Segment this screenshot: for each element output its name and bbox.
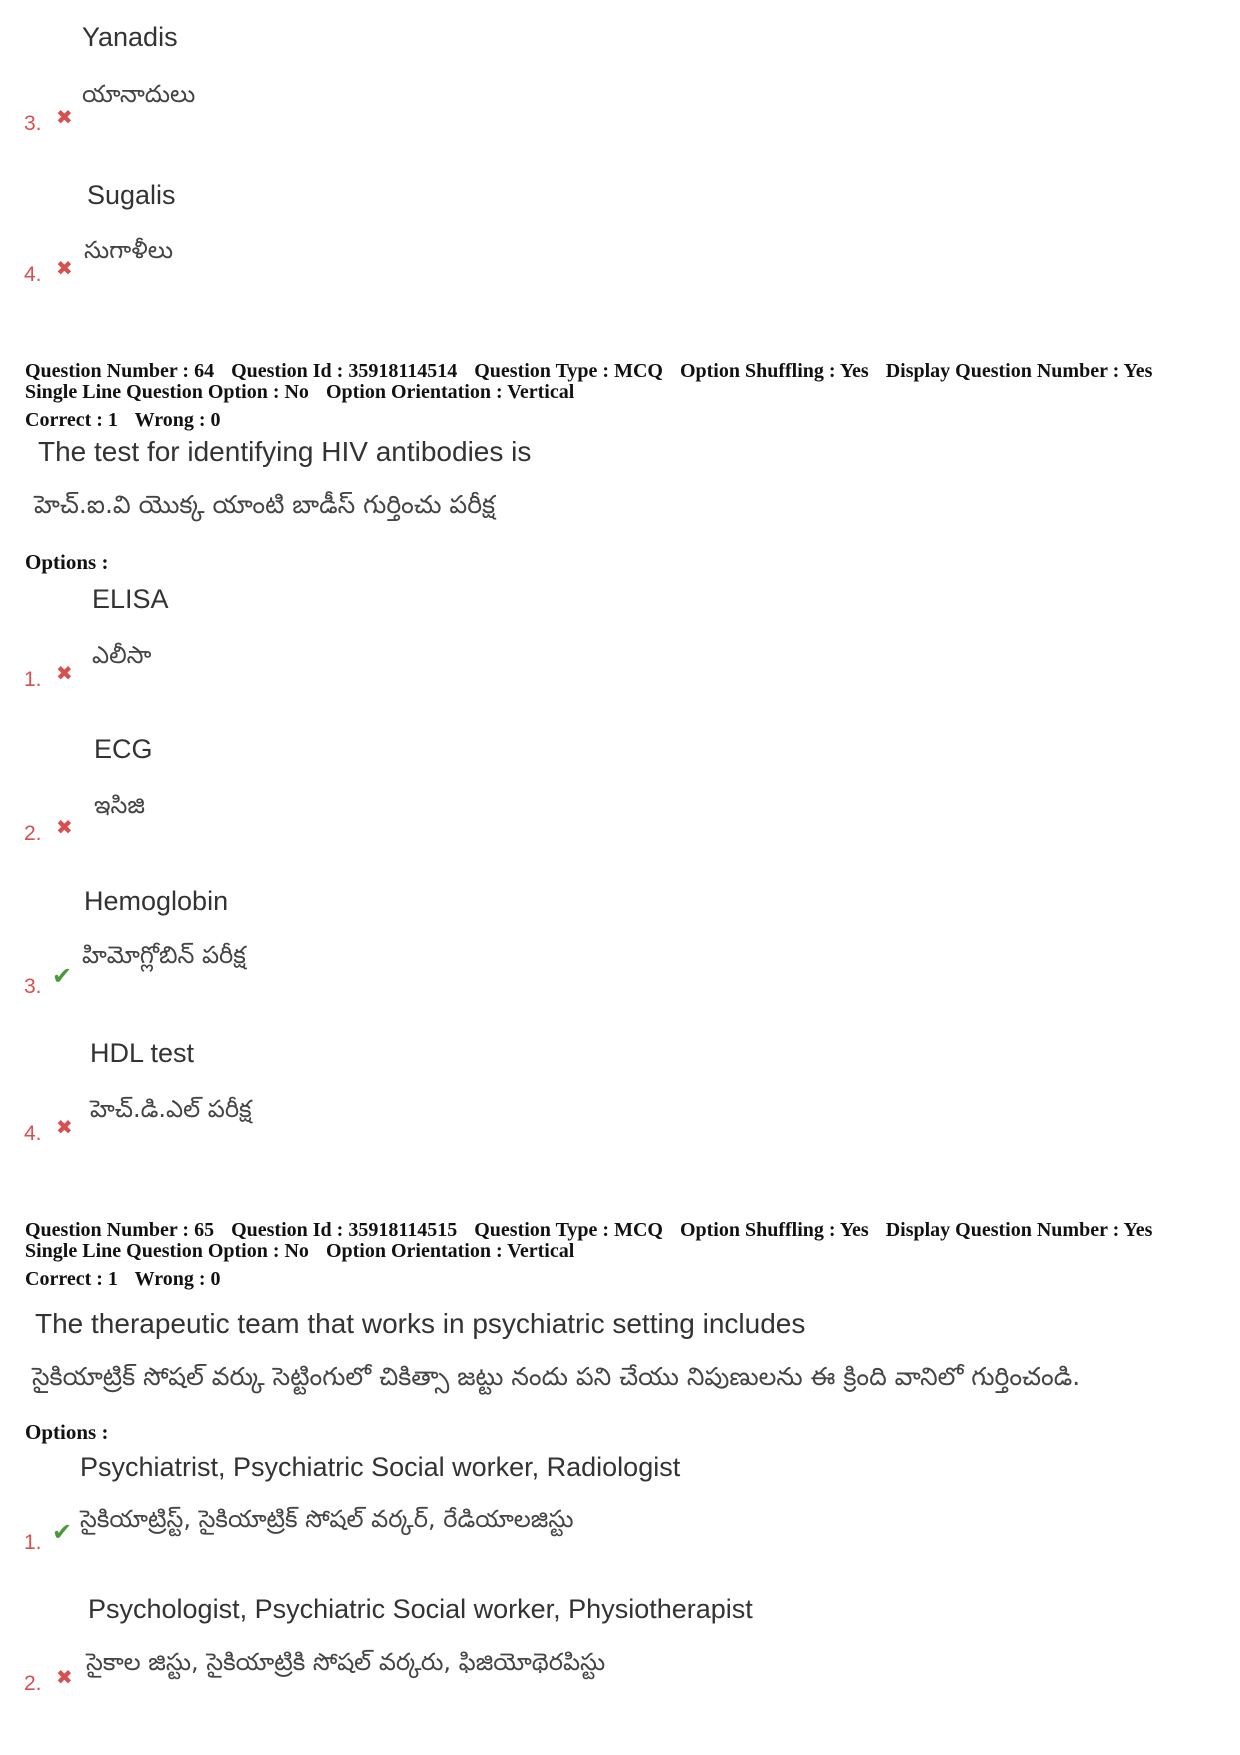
cross-icon: ✖ — [56, 817, 73, 839]
option-orientation: Option Orientation : Vertical — [325, 381, 575, 403]
question-meta-line2 — [25, 1240, 586, 1262]
option-telugu: సుగాళీలు — [84, 236, 174, 264]
option-shuffling: Option Shuffling : Yes — [679, 360, 869, 382]
option-shuffling: Option Shuffling : Yes — [679, 1219, 869, 1241]
option-telugu: సైకాల జిస్టు, సైకియాట్రికి సోషల్ వర్కరు, ఫిజియోథెరపిస్టు — [86, 1648, 606, 1676]
correct-marks: Correct : 1 — [25, 409, 118, 431]
question-number: Question Number : 65 — [25, 1219, 215, 1241]
correct-marks: Correct : 1 — [25, 1268, 118, 1290]
question-id: Question Id : 35918114514 — [231, 360, 458, 382]
question-meta-line2 — [25, 381, 586, 403]
option-number: 1. — [24, 668, 42, 691]
options-label: Options : — [25, 550, 109, 574]
option-english: Hemoglobin — [84, 886, 229, 916]
question-text-telugu: సైకియాట్రిక్ సోషల్ వర్కు సెట్టింగులో చికిత్సా జట్టు నందు పని చేయు నిపుణులను ఈ క్రింది వానిలో గుర్తించండి. — [32, 1362, 1081, 1391]
options-label: Options : — [25, 1420, 109, 1444]
cross-icon: ✖ — [56, 663, 73, 685]
option-english: HDL test — [90, 1038, 195, 1068]
display-question-number: Display Question Number : Yes — [885, 360, 1153, 382]
display-question-number: Display Question Number : Yes — [885, 1219, 1153, 1241]
question-text-telugu: హెచ్.ఐ.వి యొక్క యాంటి బాడీస్ గుర్తించు పరీక్ష — [34, 490, 496, 519]
wrong-marks: Wrong : 0 — [134, 1268, 221, 1290]
option-telugu: యానాదులు — [82, 80, 196, 108]
option-number: 4. — [24, 263, 42, 286]
question-meta-line1 — [25, 360, 1164, 382]
option-english: ELISA — [92, 584, 169, 614]
option-telugu: ఎలీసా — [92, 641, 152, 669]
option-telugu: సైకియాట్రిస్ట్, సైకియాట్రిక్ సోషల్ వర్కర్, రేడియాలజిస్టు — [80, 1505, 574, 1533]
question-type: Question Type : MCQ — [474, 1219, 663, 1241]
wrong-marks: Wrong : 0 — [134, 409, 221, 431]
single-line-option: Single Line Question Option : No — [25, 381, 309, 403]
option-number: 2. — [24, 1672, 42, 1695]
cross-icon: ✖ — [56, 1667, 73, 1689]
question-marks — [25, 1268, 233, 1290]
check-icon: ✔ — [52, 1519, 73, 1546]
option-number: 3. — [24, 975, 42, 998]
option-english: Psychiatrist, Psychiatric Social worker, Radiologist — [80, 1452, 681, 1482]
check-icon: ✔ — [52, 963, 73, 990]
question-marks — [25, 409, 233, 431]
question-text-english: The test for identifying HIV antibodies is — [38, 436, 532, 467]
option-telugu: ఇసిజి — [94, 791, 145, 819]
option-english: Sugalis — [87, 180, 176, 210]
option-telugu: హెచ్.డి.ఎల్ పరీక్ష — [90, 1095, 252, 1123]
option-english: Psychologist, Psychiatric Social worker, Physiotherapist — [88, 1594, 753, 1624]
option-english: ECG — [94, 734, 153, 764]
option-number: 4. — [24, 1122, 42, 1145]
cross-icon: ✖ — [56, 107, 73, 129]
option-number: 1. — [24, 1531, 42, 1554]
question-text-english: The therapeutic team that works in psychiatric setting includes — [35, 1308, 806, 1339]
question-type: Question Type : MCQ — [474, 360, 663, 382]
cross-icon: ✖ — [56, 258, 73, 280]
option-orientation: Option Orientation : Vertical — [325, 1240, 575, 1262]
option-telugu: హిమోగ్లోబిన్ పరీక్ష — [82, 941, 246, 969]
question-meta-line1 — [25, 1219, 1164, 1241]
question-number: Question Number : 64 — [25, 360, 215, 382]
option-number: 2. — [24, 822, 42, 845]
question-id: Question Id : 35918114515 — [231, 1219, 458, 1241]
cross-icon: ✖ — [56, 1117, 73, 1139]
option-english: Yanadis — [82, 22, 178, 52]
option-number: 3. — [24, 112, 42, 135]
single-line-option: Single Line Question Option : No — [25, 1240, 309, 1262]
